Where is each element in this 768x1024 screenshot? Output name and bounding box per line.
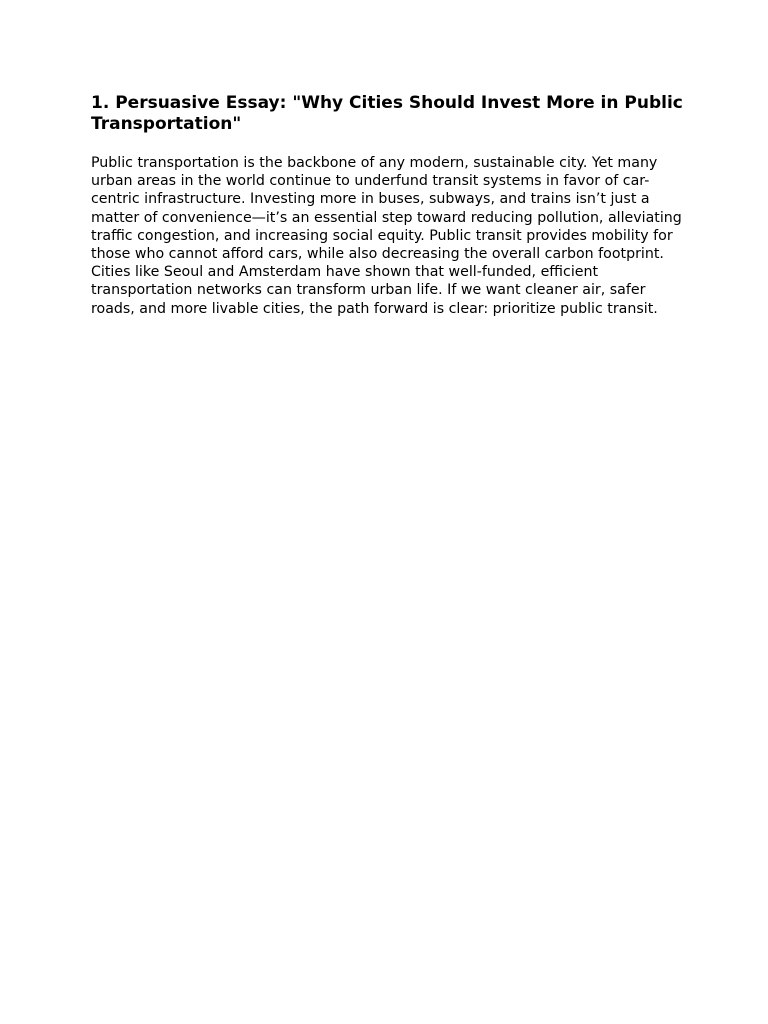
essay-heading: 1. Persuasive Essay: "Why Cities Should Invest More in Public Transportation" bbox=[91, 93, 683, 134]
document-content bbox=[91, 93, 685, 318]
essay-paragraph: Public transportation is the backbone of any modern, sustainable city. Yet many urban areas in the world continue to underfund transit systems in favor of car-centric infrastructure. Investing more in buses, subways, and trains isn’t just a matter of convenience—it’s an essential step toward reducing pollution, alleviating traffic congestion, and increasing social equity. Public transit provides mobility for those who cannot afford cars, while also decreasing the overall carbon footprint. Cities like Seoul and Amsterdam have shown that well-funded, efficient transportation networks can transform urban life. If we want cleaner air, safer roads, and more livable cities, the path forward is clear: prioritize public transit. bbox=[91, 155, 682, 317]
